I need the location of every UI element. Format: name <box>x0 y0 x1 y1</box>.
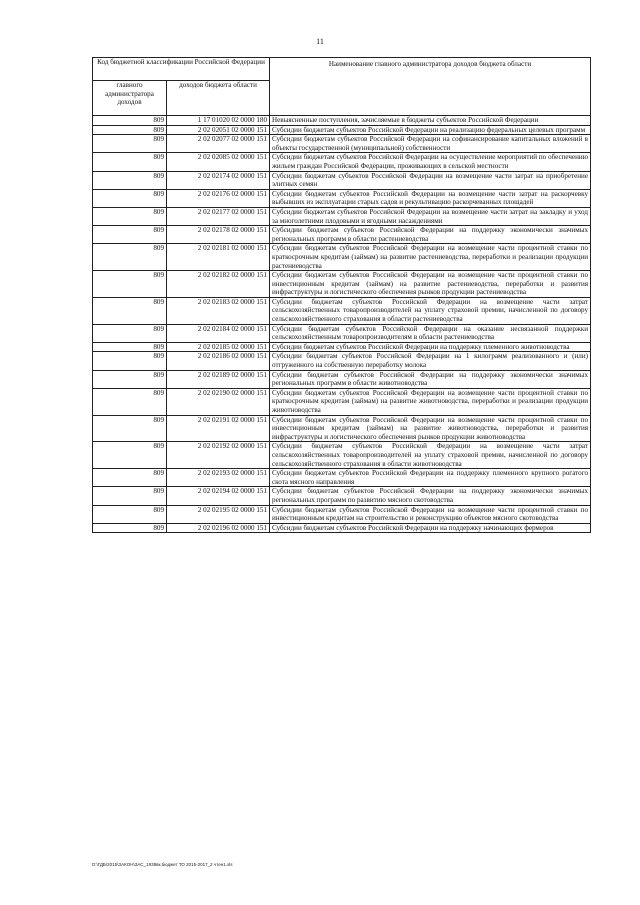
table-row <box>93 271 591 298</box>
row-income-code: 2 02 02183 02 0000 151 <box>167 297 270 324</box>
header-admin-code: главного администратора доходов <box>93 81 167 116</box>
row-name: Субсидии бюджетам субъектов Российской Федерации на оказание несвязанной поддержки сельскохозяйственным товаропроизводителям в области растениеводства <box>270 324 591 342</box>
table-row <box>93 487 591 505</box>
table-row <box>93 469 591 487</box>
table-body <box>93 116 591 533</box>
row-admin-code: 809 <box>93 469 167 487</box>
row-admin-code: 809 <box>93 442 167 469</box>
row-income-code: 2 02 02186 02 0000 151 <box>167 352 270 370</box>
table-row <box>93 171 591 189</box>
row-income-code: 2 02 02192 02 0000 151 <box>167 442 270 469</box>
row-income-code: 2 02 02051 02 0000 151 <box>167 125 270 135</box>
row-name: Субсидии бюджетам субъектов Российской Федерации на софинансирование капитальных вложений в объекты государственной (муниципальной) собственности <box>270 135 591 153</box>
row-income-code: 2 02 02184 02 0000 151 <box>167 324 270 342</box>
row-admin-code: 809 <box>93 125 167 135</box>
row-name: Субсидии бюджетам субъектов Российской Федерации на возмещение части процентной ставки по инвестиционным кредитам на строительство и реконструкцию объектов мясного скотоводства <box>270 505 591 523</box>
table-row <box>93 189 591 207</box>
row-income-code: 2 02 02195 02 0000 151 <box>167 505 270 523</box>
row-admin-code: 809 <box>93 415 167 442</box>
table-header <box>93 58 591 116</box>
row-name: Субсидии бюджетам субъектов Российской Федерации на возмещение части процентной ставки по инвестиционным кредитам (займам) на развитие животноводства, переработки и развития инфраструктуры и логистического обеспечения рынков продукции животноводства <box>270 415 591 442</box>
row-income-code: 2 02 02177 02 0000 151 <box>167 207 270 225</box>
row-admin-code: 809 <box>93 505 167 523</box>
row-income-code: 2 02 02174 02 0000 151 <box>167 171 270 189</box>
page-number: 11 <box>316 37 324 46</box>
row-income-code: 2 02 02181 02 0000 151 <box>167 244 270 271</box>
row-admin-code: 809 <box>93 388 167 415</box>
budget-classification-table <box>92 57 591 533</box>
row-name: Субсидии бюджетам субъектов Российской Федерации на реализацию федеральных целевых программ <box>270 125 591 135</box>
row-name: Субсидии бюджетам субъектов Российской Федерации на поддержку экономически значимых региональных программ в области животноводства <box>270 370 591 388</box>
table-row <box>93 415 591 442</box>
header-income-code: доходов бюджета области <box>167 81 270 116</box>
row-income-code: 2 02 02085 02 0000 151 <box>167 153 270 171</box>
row-admin-code: 809 <box>93 487 167 505</box>
row-name: Субсидии бюджетам субъектов Российской Федерации на 1 килограмм реализованного и (или) отгруженного на собственную переработку молока <box>270 352 591 370</box>
row-income-code: 2 02 02196 02 0000 151 <box>167 523 270 533</box>
row-name: Субсидии бюджетам субъектов Российской Федерации на поддержку начинающих фермеров <box>270 523 591 533</box>
row-admin-code: 809 <box>93 523 167 533</box>
row-name: Субсидии бюджетам субъектов Российской Федерации на поддержку племенного крупного рогатого скота мясного направления <box>270 469 591 487</box>
table-row <box>93 370 591 388</box>
table-row <box>93 352 591 370</box>
header-administrator-name: Наименование главного администратора доходов бюджета области <box>270 58 591 116</box>
table-row <box>93 226 591 244</box>
row-name: Субсидии бюджетам субъектов Российской Федерации на возмещение части процентной ставки по инвестиционным кредитам (займам) на развитие растениеводства, переработки и развития инфраструктуры и логистического обеспечения рынков продукции растениеводства <box>270 271 591 298</box>
file-path-footer: D:\ГДБ\2015\ЗАКОН\ЗАС_1938вк.бюджет ТО 2015-2017_2 чтен1.xls <box>92 862 233 867</box>
row-admin-code: 809 <box>93 135 167 153</box>
row-income-code: 2 02 02178 02 0000 151 <box>167 226 270 244</box>
row-income-code: 2 02 02077 02 0000 151 <box>167 135 270 153</box>
table-row <box>93 388 591 415</box>
row-admin-code: 809 <box>93 207 167 225</box>
row-admin-code: 809 <box>93 370 167 388</box>
table-row <box>93 442 591 469</box>
table-row <box>93 297 591 324</box>
row-admin-code: 809 <box>93 244 167 271</box>
row-name: Субсидии бюджетам субъектов Российской Федерации на поддержку экономически значимых региональных программ по развитию мясного скотоводства <box>270 487 591 505</box>
table-row <box>93 342 591 352</box>
table-row <box>93 505 591 523</box>
row-name: Субсидии бюджетам субъектов Российской Федерации на возмещение части затрат сельскохозяйственных товаропроизводителей на уплату страховой премии, начисленной по договору сельскохозяйственного страхования в области животноводства <box>270 442 591 469</box>
row-name: Субсидии бюджетам субъектов Российской Федерации на возмещение части затрат на закладку и уход за многолетними плодовыми и ягодными насаждениями <box>270 207 591 225</box>
row-income-code: 2 02 02185 02 0000 151 <box>167 342 270 352</box>
row-name: Субсидии бюджетам субъектов Российской Федерации на поддержку экономически значимых региональных программ в области растениеводства <box>270 226 591 244</box>
row-income-code: 1 17 01020 02 0000 180 <box>167 116 270 126</box>
table-row <box>93 116 591 126</box>
row-income-code: 2 02 02182 02 0000 151 <box>167 271 270 298</box>
row-admin-code: 809 <box>93 189 167 207</box>
table-row <box>93 153 591 171</box>
row-income-code: 2 02 02189 02 0000 151 <box>167 370 270 388</box>
row-admin-code: 809 <box>93 271 167 298</box>
table-row <box>93 207 591 225</box>
row-admin-code: 809 <box>93 297 167 324</box>
table-row <box>93 135 591 153</box>
row-income-code: 2 02 02176 02 0000 151 <box>167 189 270 207</box>
row-admin-code: 809 <box>93 153 167 171</box>
table-row <box>93 125 591 135</box>
row-name: Субсидии бюджетам субъектов Российской Федерации на возмещение части затрат на приобретение элитных семян <box>270 171 591 189</box>
row-admin-code: 809 <box>93 116 167 126</box>
row-name: Субсидии бюджетам субъектов Российской Федерации на осуществление мероприятий по обеспечению жильем граждан Российской Федерации, проживающих в сельской местности <box>270 153 591 171</box>
row-admin-code: 809 <box>93 342 167 352</box>
row-income-code: 2 02 02191 02 0000 151 <box>167 415 270 442</box>
table-row <box>93 244 591 271</box>
row-income-code: 2 02 02190 02 0000 151 <box>167 388 270 415</box>
row-name: Субсидии бюджетам субъектов Российской Федерации на возмещение части процентной ставки по краткосрочным кредитам (займам) на развитие растениеводства, переработки и реализации продукции растениеводства <box>270 244 591 271</box>
row-name: Субсидии бюджетам субъектов Российской Федерации на возмещение части затрат на раскорчевку выбывших из эксплуатации старых садов и рекультивацию раскорчеванных площадей <box>270 189 591 207</box>
row-admin-code: 809 <box>93 171 167 189</box>
row-name: Субсидии бюджетам субъектов Российской Федерации на возмещение части затрат сельскохозяйственных товаропроизводителей на уплату страховой премии, начисленной по договору сельскохозяйственного страхования в области растениеводства <box>270 297 591 324</box>
row-name: Невыясненные поступления, зачисляемые в бюджеты субъектов Российской Федерации <box>270 116 591 126</box>
table-row <box>93 324 591 342</box>
row-name: Субсидии бюджетам субъектов Российской Федерации на поддержку племенного животноводства <box>270 342 591 352</box>
row-name: Субсидии бюджетам субъектов Российской Федерации на возмещение части процентной ставки по краткосрочным кредитам (займам) на развитие животноводства, переработки и реализации продукции животноводства <box>270 388 591 415</box>
row-admin-code: 809 <box>93 324 167 342</box>
row-income-code: 2 02 02194 02 0000 151 <box>167 487 270 505</box>
row-admin-code: 809 <box>93 226 167 244</box>
row-income-code: 2 02 02193 02 0000 151 <box>167 469 270 487</box>
table-row <box>93 523 591 533</box>
header-classification-code: Код бюджетной классификации Российской Федерации <box>93 58 270 81</box>
row-admin-code: 809 <box>93 352 167 370</box>
